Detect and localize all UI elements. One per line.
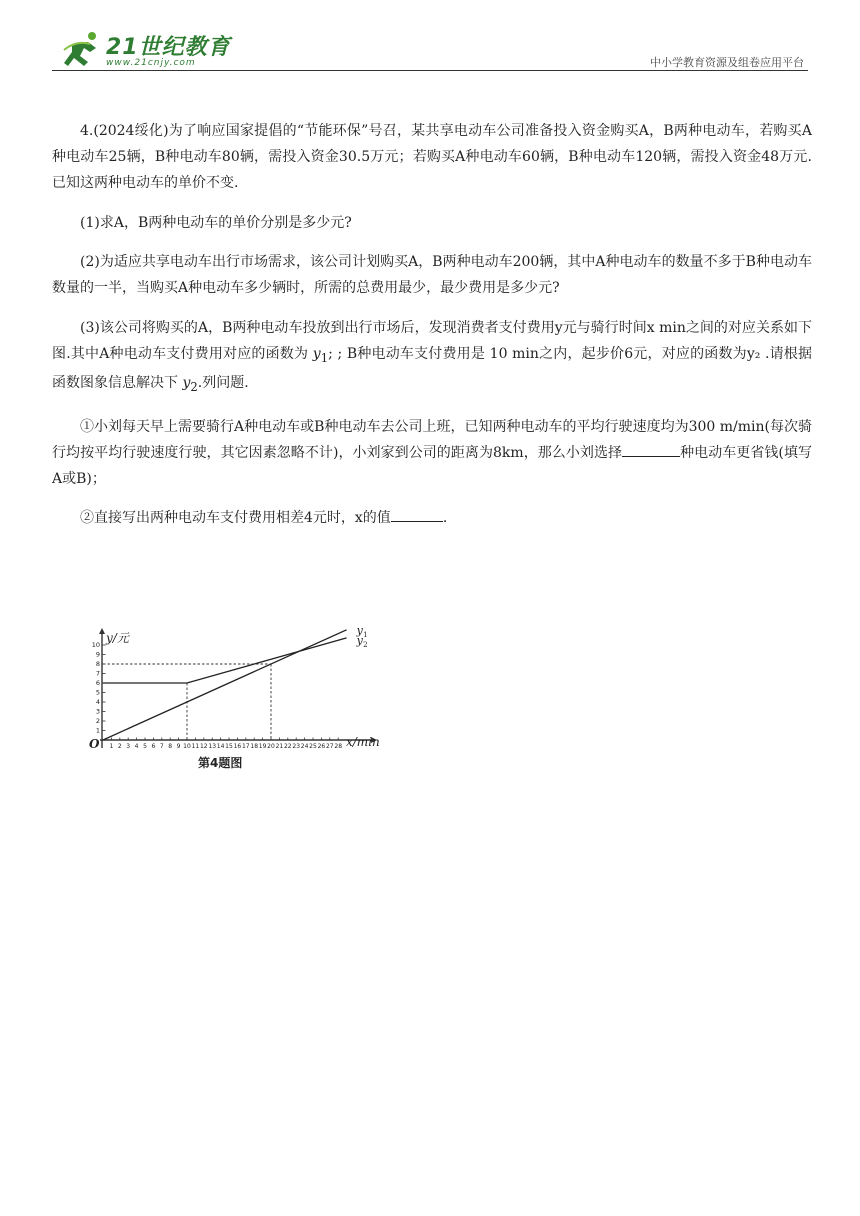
figure-caption: 第4题图 bbox=[198, 756, 243, 770]
y-tick-label: 6 bbox=[95, 679, 100, 688]
sub-question-2 bbox=[52, 505, 812, 531]
y-tick-label: 9 bbox=[95, 650, 100, 659]
series-label-y2: y bbox=[356, 633, 363, 647]
x-tick-label: 11 bbox=[191, 743, 200, 750]
series-label-y1: y bbox=[356, 623, 363, 637]
answer-blank-1[interactable] bbox=[622, 440, 680, 457]
sub-question-1 bbox=[52, 414, 812, 492]
x-tick-label: 14 bbox=[216, 743, 225, 750]
cost-time-chart bbox=[86, 620, 386, 774]
x-tick-label: 13 bbox=[208, 743, 217, 750]
x-tick-label: 27 bbox=[325, 743, 334, 750]
y-tick-label: 7 bbox=[95, 669, 100, 678]
x-tick-label: 23 bbox=[292, 743, 301, 750]
x-tick-label: 25 bbox=[309, 743, 317, 750]
y-tick-label: 4 bbox=[95, 698, 100, 707]
series-line-y1 bbox=[103, 630, 347, 740]
y2-symbol: y bbox=[182, 375, 191, 392]
x-tick-label: 4 bbox=[134, 743, 139, 750]
problem-stem: 4.(2024绥化)为了响应国家提倡的“节能环保”号召，某共享电动车公司准备投入资金购买A，B两种电动车，若购买A种电动车25辆，B种电动车80辆，需投入资金30.5万元；若购买A种电动车60辆，B种电动车120辆，需投入资金48万元.已知这两种电动车的单价不变. bbox=[52, 123, 812, 191]
sub-question-2-text-b: . bbox=[442, 510, 448, 527]
x-tick-label: 6 bbox=[151, 743, 156, 750]
logo-text: 21世纪教育 bbox=[106, 35, 231, 60]
y-axis-label: y/元 bbox=[106, 631, 129, 645]
x-tick-label: 2 bbox=[117, 743, 122, 750]
x-tick-label: 28 bbox=[334, 743, 343, 750]
x-tick-label: 21 bbox=[275, 743, 284, 750]
y1-symbol: y bbox=[312, 345, 321, 362]
site-logo[interactable] bbox=[62, 28, 232, 72]
question-3 bbox=[52, 315, 812, 401]
x-tick-label: 10 bbox=[183, 743, 191, 750]
x-tick-label: 9 bbox=[176, 743, 181, 750]
question-3-text-a: (3)该公司将购买的A，B两种电动车投放到出行市场后，发现消费者支付费用y元与骑行时间x min之间的对应关系如下图.其中A种电动车支付费用对应的函数为 bbox=[52, 319, 812, 362]
problem-body bbox=[52, 118, 812, 545]
x-tick-label: 12 bbox=[199, 743, 208, 750]
sub-question-1-text-b: 种电动车更省钱(填写A或B)； bbox=[52, 444, 812, 487]
y-tick-label: 2 bbox=[95, 717, 100, 726]
page-header bbox=[52, 28, 808, 72]
answer-blank-2[interactable] bbox=[391, 505, 443, 522]
question-3-text-c: .列问题. bbox=[197, 375, 249, 392]
x-tick-label: 26 bbox=[317, 743, 326, 750]
question-1: (1)求A，B两种电动车的单价分别是多少元? bbox=[80, 214, 352, 231]
y-axis-arrow bbox=[99, 628, 105, 634]
x-tick-label: 5 bbox=[143, 743, 147, 750]
x-tick-label: 8 bbox=[168, 743, 173, 750]
x-tick-label: 17 bbox=[241, 743, 250, 750]
x-tick-label: 15 bbox=[225, 743, 233, 750]
series-line-y2 bbox=[103, 638, 347, 683]
question-2: (2)为适应共享电动车出行市场需求，该公司计划购买A，B两种电动车200辆，其中A种电动车的数量不多于B种电动车数量的一半，当购买A种电动车多少辆时，所需的总费用最少，最少费用是多少元? bbox=[52, 254, 812, 296]
x-tick-label: 20 bbox=[267, 743, 275, 750]
y1-subscript: 1 bbox=[320, 350, 329, 365]
y-tick-label: 10 bbox=[91, 641, 100, 650]
x-tick-label: 3 bbox=[126, 743, 131, 750]
x-tick-label: 22 bbox=[283, 743, 292, 750]
origin-label: O bbox=[89, 737, 100, 751]
x-tick-label: 16 bbox=[233, 743, 242, 750]
x-tick-label: 19 bbox=[258, 743, 267, 750]
sub-question-1-text-a: ①小刘每天早上需要骑行A种电动车或B种电动车去公司上班，已知两种电动车的平均行驶速度均为300 m/min(每次骑行均按平均行驶速度行驶，其它因素忽略不计)，小刘家到公司的距离为8km，那么小刘选择 bbox=[52, 418, 812, 461]
x-tick-label: 7 bbox=[159, 743, 164, 750]
x-tick-label: 24 bbox=[300, 743, 309, 750]
x-tick-label: 1 bbox=[109, 743, 114, 750]
header-divider bbox=[52, 70, 808, 71]
y-tick-label: 5 bbox=[95, 688, 100, 697]
y-tick-label: 8 bbox=[95, 660, 100, 669]
y2-subscript: 2 bbox=[190, 380, 198, 395]
logo-url: www.21cnjy.com bbox=[106, 58, 196, 68]
series-label-sub-y2: 2 bbox=[363, 640, 368, 649]
x-tick-label: 18 bbox=[250, 743, 259, 750]
question-3-text-b: ; ; B种电动车支付费用是 10 min之内，起步价6元，对应的函数为y₂ .请根据函数图象信息解决下 bbox=[52, 345, 812, 392]
y-tick-label: 3 bbox=[95, 707, 100, 716]
series-label-sub-y1: 1 bbox=[363, 630, 368, 639]
platform-name: 中小学教育资源及组卷应用平台 bbox=[650, 56, 804, 69]
y-tick-label: 1 bbox=[95, 726, 100, 735]
sub-question-2-text-a: ②直接写出两种电动车支付费用相差4元时，x的值 bbox=[80, 510, 391, 527]
x-axis-label: x/min bbox=[346, 735, 380, 749]
runner-icon bbox=[62, 30, 104, 70]
